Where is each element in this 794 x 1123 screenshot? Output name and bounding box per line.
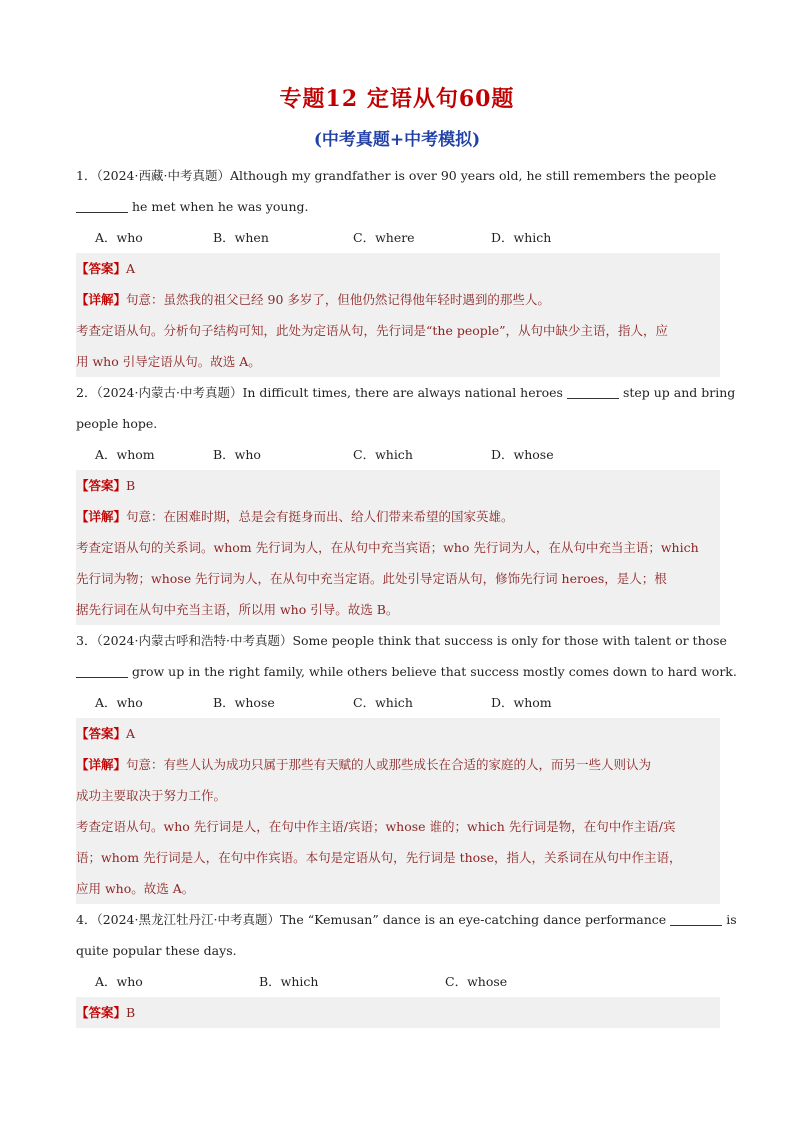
q4-stem-text: 4．（2024·黑龙江牡丹江·中考真题）The “Kemusan” dance is an eye-catching dance performance [76, 912, 667, 927]
detail-text: 句意：有些人认为成功只属于那些有天赋的人或那些成长在合适的家庭的人，而另一些人则认为 [126, 757, 652, 772]
answer-tag: 【答案】 [76, 1005, 127, 1020]
q1-option-b: B．when [213, 230, 269, 245]
q4-option-a: A．who [95, 974, 143, 989]
q4-answer-block [76, 997, 720, 1028]
q3-detail-line1 [76, 749, 720, 780]
page-title: 专题12 定语从句60题 [279, 86, 515, 112]
answer-letter: A [126, 726, 136, 741]
q2-stem-text-end: step up and bring [622, 385, 736, 400]
q2-option-b: B．who [213, 447, 261, 462]
q3-option-a: A．who [95, 695, 143, 710]
q4-stem-line1 [76, 904, 737, 935]
q3-option-d: D．whom [491, 695, 552, 710]
q3-option-b: B．whose [213, 695, 275, 710]
q2-option-d: D．whose [491, 447, 554, 462]
q4-stem-text-end: is [726, 912, 737, 927]
q3-options [76, 687, 720, 718]
q1-option-d: D．which [491, 230, 552, 245]
page-subtitle: (中考真题+中考模拟) [313, 130, 481, 150]
answer-tag: 【答案】 [76, 726, 127, 741]
q1-detail-line3: 用 who 引导定语从句。故选 A。 [76, 354, 261, 369]
q1-stem-line2 [76, 191, 720, 222]
answer-tag: 【答案】 [76, 261, 127, 276]
q2-stem-text: 2．（2024·内蒙古·中考真题）In difficult times, there are always national heroes [76, 385, 563, 400]
q3-detail-line4: 语；whom 先行词是人，在句中作宾语。本句是定语从句，先行词是 those，指人，关系词在从句中作主语， [76, 850, 682, 865]
q1-detail-line2: 考查定语从句。分析句子结构可知，此处为定语从句，先行词是“the people”，从句中缺少主语，指人，应 [76, 323, 669, 338]
answer-blank [76, 663, 128, 678]
q3-detail-line3: 考查定语从句。who 先行词是人，在句中作主语/宾语；whose 谁的；which 先行词是物，在句中作主语/宾 [76, 819, 676, 834]
q3-detail-line5: 应用 who。故选 A。 [76, 881, 195, 896]
q3-answer-block [76, 718, 720, 904]
q1-stem-line1: 1．（2024·西藏·中考真题）Although my grandfather is over 90 years old, he still remembers the people [76, 168, 717, 183]
q3-stem-line1: 3．（2024·内蒙古呼和浩特·中考真题）Some people think that success is only for those with talent or those [76, 633, 727, 648]
answer-letter: A [126, 261, 136, 276]
answer-letter: B [126, 478, 136, 493]
detail-tag: 【详解】 [76, 292, 127, 307]
q2-options [76, 439, 720, 470]
q2-answer-block [76, 470, 720, 625]
q3-option-c: C．which [353, 695, 413, 710]
q4-stem-line2: quite popular these days. [76, 943, 237, 958]
q3-answer [76, 718, 720, 749]
q4-answer [76, 997, 720, 1028]
q2-detail-line4: 据先行词在从句中充当主语，所以用 who 引导。故选 B。 [76, 602, 399, 617]
q3-detail-line2: 成功主要取决于努力工作。 [76, 788, 227, 803]
q1-detail-line1 [76, 284, 720, 315]
q1-options [76, 222, 720, 253]
q2-option-c: C．which [353, 447, 413, 462]
q4-options [76, 966, 720, 997]
q1-stem-text: he met when he was young. [132, 199, 309, 214]
q3-stem-line2 [76, 656, 737, 687]
q2-option-a: A．whom [95, 447, 155, 462]
q3-stem-text: grow up in the right family, while others believe that success mostly comes down to hard work. [132, 664, 737, 679]
q2-answer [76, 470, 720, 501]
answer-blank [567, 384, 619, 399]
q2-detail-line1 [76, 501, 720, 532]
q1-option-c: C．where [353, 230, 415, 245]
detail-tag: 【详解】 [76, 509, 127, 524]
detail-tag: 【详解】 [76, 757, 127, 772]
q4-option-c: C．whose [445, 974, 508, 989]
detail-text: 句意：在困难时期，总是会有挺身而出、给人们带来希望的国家英雄。 [126, 509, 514, 524]
answer-blank [76, 198, 128, 213]
question-list [76, 160, 737, 1028]
q2-detail-line2: 考查定语从句的关系词。whom 先行词为人，在从句中充当宾语；who 先行词为人，在从句中充当主语；which [76, 540, 699, 555]
q4-option-b: B．which [259, 974, 319, 989]
q1-answer [76, 253, 720, 284]
answer-letter: B [126, 1005, 136, 1020]
q2-stem-line1 [76, 377, 736, 408]
q1-answer-block [76, 253, 720, 377]
q2-stem-line2: people hope. [76, 416, 158, 431]
detail-text: 句意：虽然我的祖父已经 90 多岁了，但他仍然记得他年轻时遇到的那些人。 [126, 292, 550, 307]
answer-tag: 【答案】 [76, 478, 127, 493]
q1-option-a: A．who [95, 230, 143, 245]
q2-detail-line3: 先行词为物；whose 先行词为人，在从句中充当定语。此处引导定语从句，修饰先行词 heroes，是人；根 [76, 571, 667, 586]
answer-blank [670, 911, 722, 926]
